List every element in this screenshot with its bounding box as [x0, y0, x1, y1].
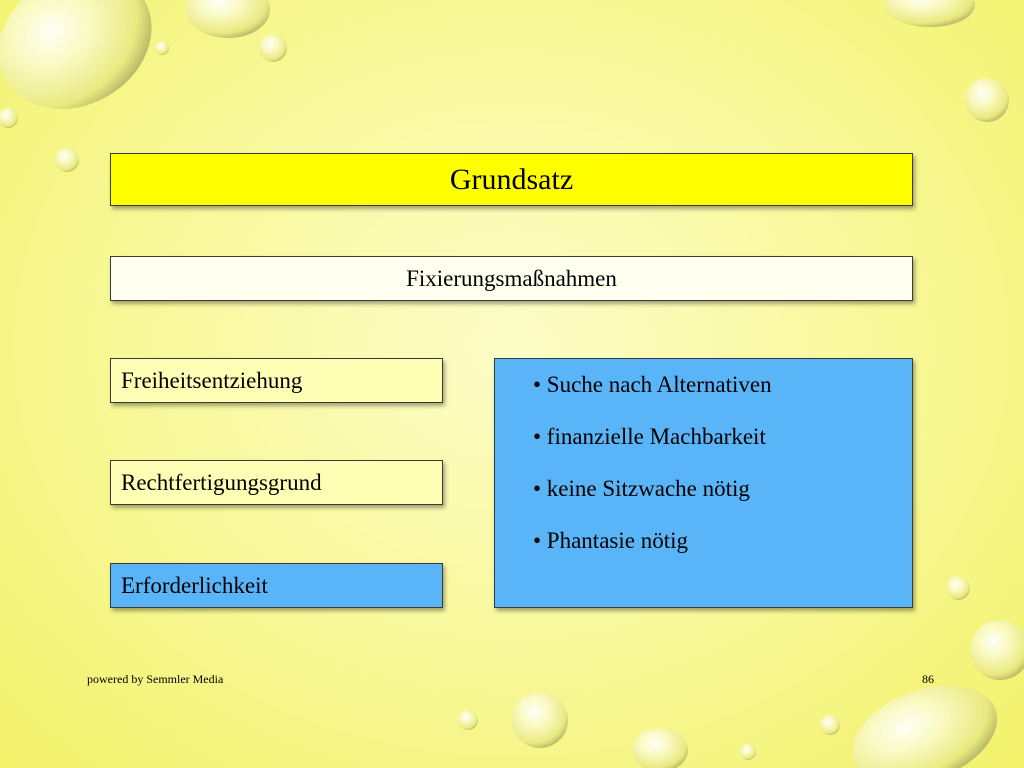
drop-bottom-small-2 [740, 744, 756, 760]
drop-top-right [885, 0, 975, 27]
slide-subtitle: Fixierungsmaßnahmen [406, 265, 617, 291]
details-item: • keine Sitzwache nötig [533, 476, 750, 501]
drop-bottom-small-1 [820, 715, 840, 735]
details-box [494, 358, 913, 608]
drop-top-left-large [0, 0, 177, 136]
drop-bottom-mid [512, 692, 568, 748]
criterion-label: Freiheitsentziehung [121, 367, 303, 393]
details-item: • Phantasie nötig [533, 528, 688, 553]
criterion-box-freiheitsentziehung [110, 358, 443, 403]
slide-title: Grundsatz [449, 162, 574, 196]
drop-right-lower [970, 620, 1024, 680]
drop-top-left-small [0, 108, 18, 128]
details-item: • finanzielle Machbarkeit [533, 424, 766, 449]
drop-right-upper [965, 78, 1009, 122]
criterion-label: Erforderlichkeit [121, 572, 268, 598]
footer-credit: powered by Semmler Media [87, 672, 224, 686]
details-list [533, 369, 912, 577]
drop-left-mid [55, 148, 79, 172]
drop-top-left-tiny [155, 41, 169, 55]
details-item: • Suche nach Alternativen [533, 372, 772, 397]
drop-bottom-mid-left [458, 710, 478, 730]
drop-top-mid [186, 0, 270, 38]
subtitle-box [110, 256, 913, 301]
drop-top-mid-small [259, 34, 287, 62]
drop-bottom-center [632, 728, 688, 768]
criterion-box-rechtfertigungsgrund [110, 460, 443, 505]
criterion-label: Rechtfertigungsgrund [121, 469, 322, 495]
drop-right-mid [946, 576, 970, 600]
title-box [110, 153, 913, 206]
criterion-box-erforderlichkeit [110, 563, 443, 608]
page-number: 86 [922, 672, 934, 686]
